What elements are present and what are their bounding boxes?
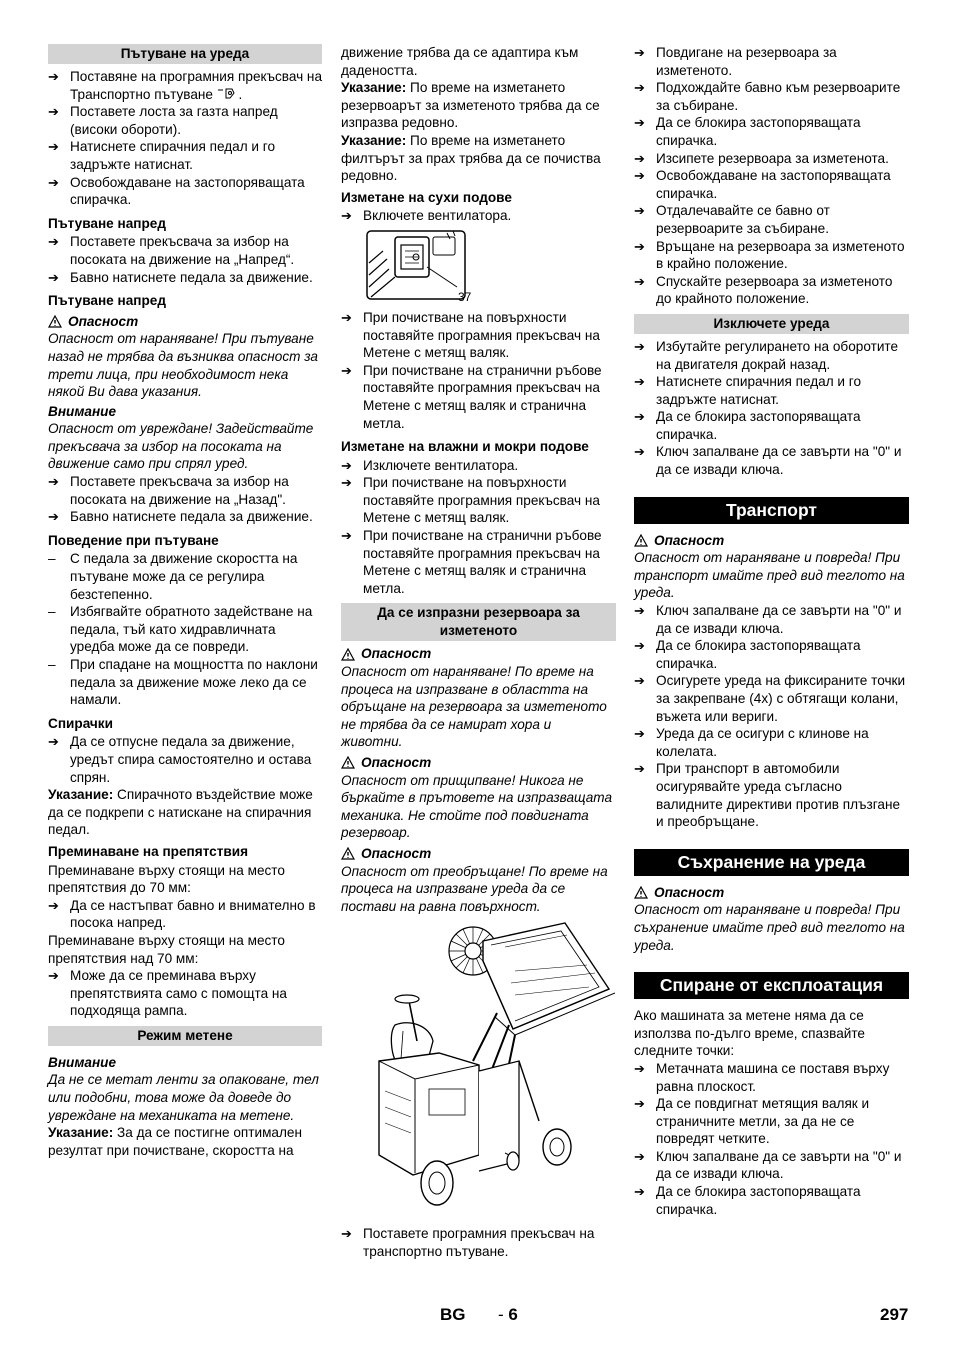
arrow-icon: ➔ (634, 444, 645, 460)
arrow-icon: ➔ (634, 203, 645, 219)
arrow-icon: ➔ (634, 673, 645, 689)
arrow-icon: ➔ (48, 139, 59, 155)
section-heading-shutdown: Спиране от експлоатация (634, 972, 909, 999)
step: ➔ При почистване на странични ръбове поставяйте програмния прекъсвач на Метене с метящ валяк и странична метла. (341, 528, 602, 596)
step (48, 103, 322, 138)
transport-mode-icon (217, 87, 235, 102)
step-text: Поставяне на програмния прекъсвач на Транспортно пътуване (70, 69, 323, 102)
step: ➔ При почистване на повърхности поставяйте програмния прекъсвач на Метене с метящ валяк. (341, 309, 600, 361)
arrow-icon: ➔ (634, 1096, 645, 1112)
arrow-icon: ➔ (634, 238, 645, 254)
control-panel-figure (365, 227, 616, 307)
warning-icon (48, 315, 62, 328)
step: ➔ Подхождайте бавно към резервоарите за събиране. (634, 80, 901, 113)
step: ➔ Изсипете резервоара за изметенота. (634, 150, 889, 166)
note: Указание: Спирачното въздействие може да се подкрепи с натискане на спирачния педал. (48, 787, 313, 838)
page-number: 297 (880, 1305, 909, 1324)
step (48, 138, 322, 173)
arrow-icon: ➔ (48, 269, 59, 285)
step-text: Поставете прекъсвача за избор на посоката на движение на „Назад". (70, 474, 289, 507)
step: ➔ Изключете вентилатора. (341, 457, 519, 473)
danger-label: Опасност (48, 313, 322, 331)
step: ➔ Да се настъпват бавно и внимателно в посока напред. (48, 897, 316, 931)
section-number: - 6 (498, 1305, 518, 1324)
arrow-icon: ➔ (634, 1060, 645, 1076)
caution-label: Внимание (48, 403, 117, 419)
danger-label: Опасност (341, 754, 616, 772)
step: ➔ Освобождаване на застопоряващата спирачка. (634, 168, 891, 201)
section-heading-off: Изключете уреда (634, 314, 909, 334)
note: Указание: За да се постигне оптимален резултат при почистване, скоростта на (48, 1125, 302, 1158)
subheading-behavior: Поведение при пътуване (48, 532, 219, 548)
step: ➔ Отдалечавайте се бавно от резервоарите за събиране. (634, 203, 830, 236)
arrow-icon: ➔ (48, 474, 59, 490)
danger-label: Опасност (634, 532, 909, 550)
arrow-icon: ➔ (634, 80, 645, 96)
obstacles-text: Преминаване върху стоящи на место препятствия до 70 мм: (48, 862, 285, 896)
arrow-icon: ➔ (48, 69, 59, 84)
step (48, 174, 322, 209)
danger-text: Опасност от нараняване! При пътуване назад не трябва да възниква опасност за трети лица, при необходимост нека някой Ви дава указания. (48, 331, 318, 400)
section-heading-empty: Да се изпразни резервоара за изметеното (341, 603, 616, 641)
step: ➔ При почистване на повърхности поставяйте програмния прекъсвач на Метене с метящ валяк. (341, 475, 600, 526)
language-code: BG (440, 1305, 466, 1324)
arrow-icon: ➔ (48, 234, 59, 250)
warning-icon (634, 534, 648, 547)
note: Указание: По време на изметането резервоарът за изметеното трябва да се изпразва редовно. (341, 80, 600, 131)
danger-label: Опасност (341, 845, 616, 863)
step: ➔ Ключ запалване да се завърти на "0" и да се извади ключа. (634, 1148, 902, 1182)
step (48, 473, 322, 508)
step-text: Поставете прекъсвача за избор на посоката на движение на „Напред“. (70, 234, 295, 267)
continued-text: движение трябва да се адаптира към дадеността. (341, 45, 579, 78)
warning-icon (341, 847, 355, 860)
figure-label: 37 (458, 289, 472, 304)
section-heading-sweep: Режим метене (48, 1026, 322, 1046)
caution-label: Внимание (48, 1054, 117, 1070)
arrow-icon: ➔ (634, 726, 645, 742)
step: ➔ Осигурете уреда на фиксираните точки за закрепване (4х) с обтягащи колани, въжета или вериги. (634, 673, 906, 724)
arrow-icon: ➔ (634, 374, 645, 390)
arrow-icon: ➔ (48, 968, 59, 984)
list-item: – С педала за движение скоростта на пътуване може да се регулира безстепенно. (48, 551, 298, 602)
arrow-icon: ➔ (48, 104, 59, 120)
step: ➔ Уреда да се осигури с клинове на колелата. (634, 726, 869, 759)
section-heading-storage: Съхранение на уреда (634, 849, 909, 876)
subheading-reverse: Пътуване напред (48, 293, 166, 309)
arrow-icon: ➔ (341, 528, 352, 544)
list-item: – Избягвайте обратното задействане на педала, тъй като хидравличната уредба може да се повреди. (48, 604, 313, 655)
step: ➔ Натиснете спирачния педал и го задръжте натиснат. (634, 374, 862, 407)
shutdown-text: Ако машината за метене няма да се използва по-дълго време, спазвайте следните точки: (634, 1008, 865, 1059)
arrow-icon: ➔ (634, 150, 645, 166)
arrow-icon: ➔ (634, 638, 645, 654)
step: ➔ При почистване на странични ръбове поставяйте програмния прекъсвач на Метене с метящ валяк и странична метла. (341, 362, 602, 431)
arrow-icon: ➔ (341, 475, 352, 491)
arrow-icon: ➔ (634, 338, 645, 354)
step-text: Бавно натиснете педала за движение. (70, 269, 313, 285)
danger-text: Опасност от нараняване и повреда! При съхранение имайте пред вид теглото на уреда. (634, 902, 905, 953)
step: ➔ При транспорт в автомобили осигурявайте уреда съгласно валидните директиви против плъзгане и преобръщане. (634, 761, 901, 830)
subheading-obstacles: Преминаване на препятствия (48, 843, 249, 859)
step: ➔ Ключ запалване да се завърти на "0" и да се извади ключа. (634, 603, 902, 636)
step-text: Освобождаване на застопоряващата спирачка. (70, 174, 305, 208)
step: ➔ Да се блокира застопоряващата спирачка. (634, 638, 861, 671)
danger-text: Опасност от нараняване и повреда! При транспорт имайте пред вид теглото на уреда. (634, 550, 905, 601)
step: ➔ Включете вентилатора. (341, 208, 512, 224)
column-3 (634, 44, 909, 1218)
arrow-icon: ➔ (48, 897, 59, 913)
arrow-icon: ➔ (634, 115, 645, 131)
arrow-icon: ➔ (341, 457, 352, 473)
arrow-icon: ➔ (634, 409, 645, 425)
caution-text: Опасност от увреждане! Задействайте прекъсвача за избор на посоката на движение само при спрял уред. (48, 421, 314, 472)
step: ➔ Поставяне на програмния прекъсвач на Транспортно пътуване . (48, 69, 323, 102)
arrow-icon: ➔ (48, 509, 59, 525)
subheading-forward: Пътуване напред (48, 215, 166, 231)
step: ➔ Избутайте регулирането на оборотите на двигателя докрай назад. (634, 338, 899, 372)
step: ➔ Повдигане на резервоара за изметеното. (634, 45, 837, 78)
step-text: Натиснете спирачния педал и го задръжте натиснат. (70, 139, 276, 172)
note: Указание: По време на изметането филтърът за прах трябва да се почиства редовно. (341, 132, 601, 184)
arrow-icon: ➔ (48, 734, 59, 750)
arrow-icon: ➔ (341, 1226, 352, 1242)
step-text: Поставете лоста за газта напред (високи обороти). (70, 104, 278, 137)
step: ➔ Метачната машина се поставя върху равна плоскост. (634, 1060, 890, 1094)
step: ➔ Да се повдигнат метящия валяк и страничните метли, за да не се повредят четките. (634, 1096, 870, 1147)
subheading-brakes: Спирачки (48, 715, 113, 731)
step: ➔ Да се блокира застопоряващата спирачка. (634, 1184, 861, 1217)
arrow-icon: ➔ (634, 168, 645, 184)
step (48, 233, 322, 268)
step: ➔ Ключ запалване да се завърти на "0" и да се извади ключа. (634, 444, 902, 478)
arrow-icon: ➔ (634, 1184, 645, 1200)
step: ➔ Да се блокира застопоряващата спирачка. (634, 115, 861, 148)
subheading-dry: Изметане на сухи подове (341, 189, 512, 205)
step: ➔ Може да се преминава върху препятствията само с помощта на подходяща рампа. (48, 968, 287, 1019)
danger-text: Опасност от прищипване! Никога не бъркайте в прътовете на изпразващата механика. Не стойте под повдигната резервоар. (341, 772, 613, 841)
section-heading-transport: Транспорт (634, 497, 909, 524)
caution-text: Да не се метат ленти за опаковане, тел или подобни, това може да доведе до увреждане на механиката на метене. (48, 1072, 319, 1123)
danger-label: Опасност (341, 645, 616, 663)
arrow-icon: ➔ (341, 362, 352, 378)
arrow-icon: ➔ (341, 208, 352, 224)
arrow-icon: ➔ (48, 174, 59, 190)
step (48, 508, 322, 526)
danger-label: Опасност (634, 884, 909, 902)
arrow-icon: ➔ (341, 309, 352, 325)
step: ➔ Поставете програмния прекъсвач на транспортно пътуване. (341, 1226, 595, 1259)
step: ➔ Да се блокира застопоряващата спирачка. (634, 409, 861, 442)
arrow-icon: ➔ (634, 1148, 645, 1164)
step: ➔ Спускайте резервоара за изметеното до крайното положение. (634, 273, 893, 307)
warning-icon (341, 756, 355, 769)
step-text: Бавно натиснете педала за движение. (70, 509, 313, 525)
arrow-icon: ➔ (634, 761, 645, 777)
list-item: – При спадане на мощността по наклони педала за движение може леко да се намали. (48, 657, 318, 708)
step (48, 269, 322, 287)
warning-icon (341, 648, 355, 661)
step: ➔ Връщане на резервоара за изметеното в крайно положение. (634, 238, 905, 272)
arrow-icon: ➔ (634, 603, 645, 619)
sweeper-illustration (365, 921, 616, 1221)
section-heading-travel: Пътуване на уреда (48, 44, 322, 64)
danger-text: Опасност от нараняване! По време на процеса на изпразване в областта на обръщане на резервоара за изметеното не трябва да се намират хора и животни. (341, 664, 607, 750)
arrow-icon: ➔ (634, 273, 645, 289)
arrow-icon: ➔ (634, 45, 645, 60)
danger-text: Опасност от преобръщане! По време на процеса на изпразване уреда да се постави на равна повърхност. (341, 863, 608, 914)
column-1 (48, 44, 322, 1159)
step: ➔ Да се отпусне педала за движение, уредът спира самостоятелно и остава спрян. (48, 734, 312, 785)
subheading-wet: Изметане на влажни и мокри подове (341, 439, 589, 455)
warning-icon (634, 886, 648, 899)
obstacles-text: Преминаване върху стоящи на место препятствия над 70 мм: (48, 932, 285, 966)
column-2 (341, 44, 616, 1261)
